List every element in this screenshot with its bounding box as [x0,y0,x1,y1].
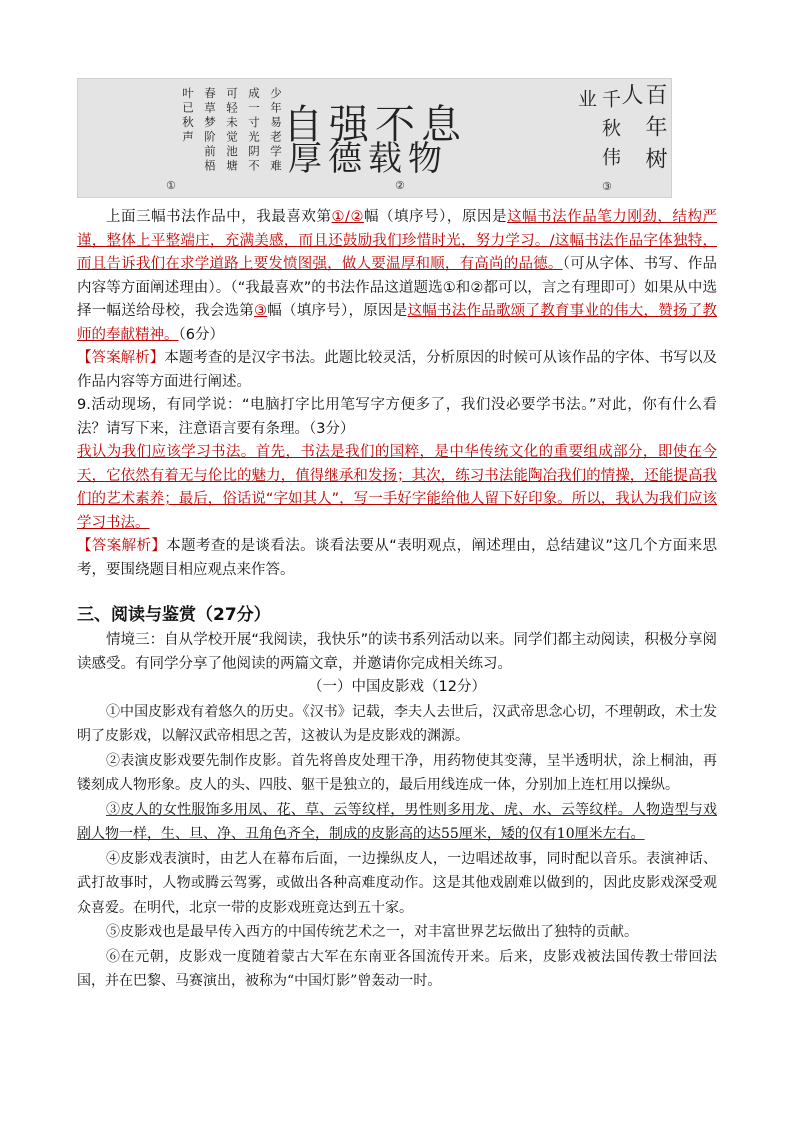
q8-score: （6分） [178,326,224,343]
work1-col-2: 成一寸光阴不 [247,87,261,174]
q8-text-4: 幅（填序号），原因是 [267,303,408,319]
section3-heading: 三、阅读与鉴赏（27分） [77,605,271,625]
q8-answer-4: 这幅书法作品歌颂了教育事业的伟大，赞扬了教师的奉献精神。 [77,303,717,343]
article-para-4: ④皮影戏表演时，由艺人在幕布后面，一边操纵皮人，一边唱述故事，同时配以音乐。表演神话、武打故事时，人物或腾云驾雾，或做出各种高难度动作。这是其他戏剧难以做到的，因此皮影戏深受观众喜爱。在明代，北京一带的皮影戏班竟达到五十家。 [77,850,717,916]
article-para-2: ②表演皮影戏要先制作皮影。首先将兽皮处理干净，用药物使其变薄，呈半透明状，涂上桐油，再镂刻成人物形象。皮人的头、四肢、躯干是独立的，最后用线连成一体，分别加上连杠用以操纵。 [77,752,717,793]
calligraphy-work-1 [102,87,282,187]
work3-right-col: 百年树人 [618,83,667,179]
q9-analysis-tag: 【答案解析】 [77,538,167,554]
q8-analysis-tag: 【答案解析】 [77,350,165,366]
q8-answer-1: ①/② [331,209,364,225]
work2-top-line: 自强不息 [283,102,467,148]
article-para-3: ③皮人的女性服饰多用凤、花、草、云等纹样，男性则多用龙、虎、水、云等纹样。人物造型与戏剧人物一样，生、旦、净、丑角色齐全，制成的皮影高的达55厘米，矮的仅有10厘米左右。 [77,801,717,842]
work3-number: ③ [602,180,612,193]
article-para-5: ⑤皮影戏也是最早传入西方的中国传统艺术之一，对丰富世界艺坛做出了独特的贡献。 [106,924,638,940]
q8-text-1: 上面三幅书法作品中，我最喜欢第 [106,209,332,225]
article-para-1: ①中国皮影戏有着悠久的历史。《汉书》记载，李夫人去世后，汉武帝思念心切，不理朝政，术士发明了皮影戏，以解汉武帝相思之苦，这被认为是皮影戏的渊源。 [77,703,717,744]
work1-col-1: 少年易老学难 [269,87,283,174]
q8-analysis-text: 本题考查的是汉字书法。此题比较灵活，分析原因的时候可从该作品的字体、书写以及作品内容等方面进行阐述。 [77,350,717,390]
work2-bottom-line: 厚德载物 [288,139,448,179]
q9-analysis [77,535,717,582]
q8-paragraph [77,206,717,347]
work1-col-3: 可轻未觉池塘 [225,87,239,174]
q8-text-2: 幅（填序号），原因是 [363,209,508,225]
q9-answer: 我认为我们应该学习书法。首先，书法是我们的国粹，是中华传统文化的重要组成部分，即使在今天，它依然有着无与伦比的魅力，值得继承和发扬；其次，练习书法能陶冶我们的情操，还能提高我们的艺术素养；最后，俗话说“字如其人”，写一手好字能给他人留下好印象。所以，我认为我们应该学习书法。 [77,444,717,531]
q9-analysis-text: 本题考查的是谈看法。谈看法要从“表明观点，阐述理由，总结建议”这几个方面来思考，要围绕题目相应观点来作答。 [77,538,717,578]
page [77,78,717,994]
article-title: （一）中国皮影戏（12分） [308,679,486,695]
work2-number: ② [395,179,405,192]
q8-answer-2: 这幅书法作品笔力刚劲，结构严谨，整体上平整端庄，充满美感，而且还鼓励我们珍惜时光，努力学习。/这幅书法作品字体独特，而且告诉我们在求学道路上要发愤图强，做人要温厚和顺，有高尚的品德。 [77,209,718,272]
q8-analysis [77,347,717,394]
work1-number: ① [166,179,176,192]
q9-question: 9.活动现场，有同学说：“电脑打字比用笔写字方便多了，我们没必要学书法。”对此，你有什么看法？请写下来，注意语言要有条理。（3分） [77,397,717,437]
work1-col-4: 春草梦阶前梧 [203,87,217,174]
work3-left-col: 千秋伟业 [575,89,621,176]
article-para-6: ⑥在元朝，皮影戏一度随着蒙古大军在东南亚各国流传开来。后来，皮影戏被法国传教士带回法国，并在巴黎、马赛演出，被称为“中国灯影”曾轰动一时。 [77,948,717,989]
section3-intro: 情境三：自从学校开展“我阅读，我快乐”的读书系列活动以来。同学们都主动阅读，积极分享阅读感受。有同学分享了他阅读的两篇文章，并邀请你完成相关练习。 [77,632,717,672]
calligraphy-image [77,78,672,198]
q8-text-3: （可从字体、书写、作品内容等方面阐述理由）。（“我最喜欢”的书法作品这道题选①和②都可以，言之有理即可）如果从中选择一幅送给母校，我会选第 [77,256,718,319]
q8-answer-3: ③ [254,303,268,319]
work1-col-5: 叶已秋声 [181,87,195,145]
